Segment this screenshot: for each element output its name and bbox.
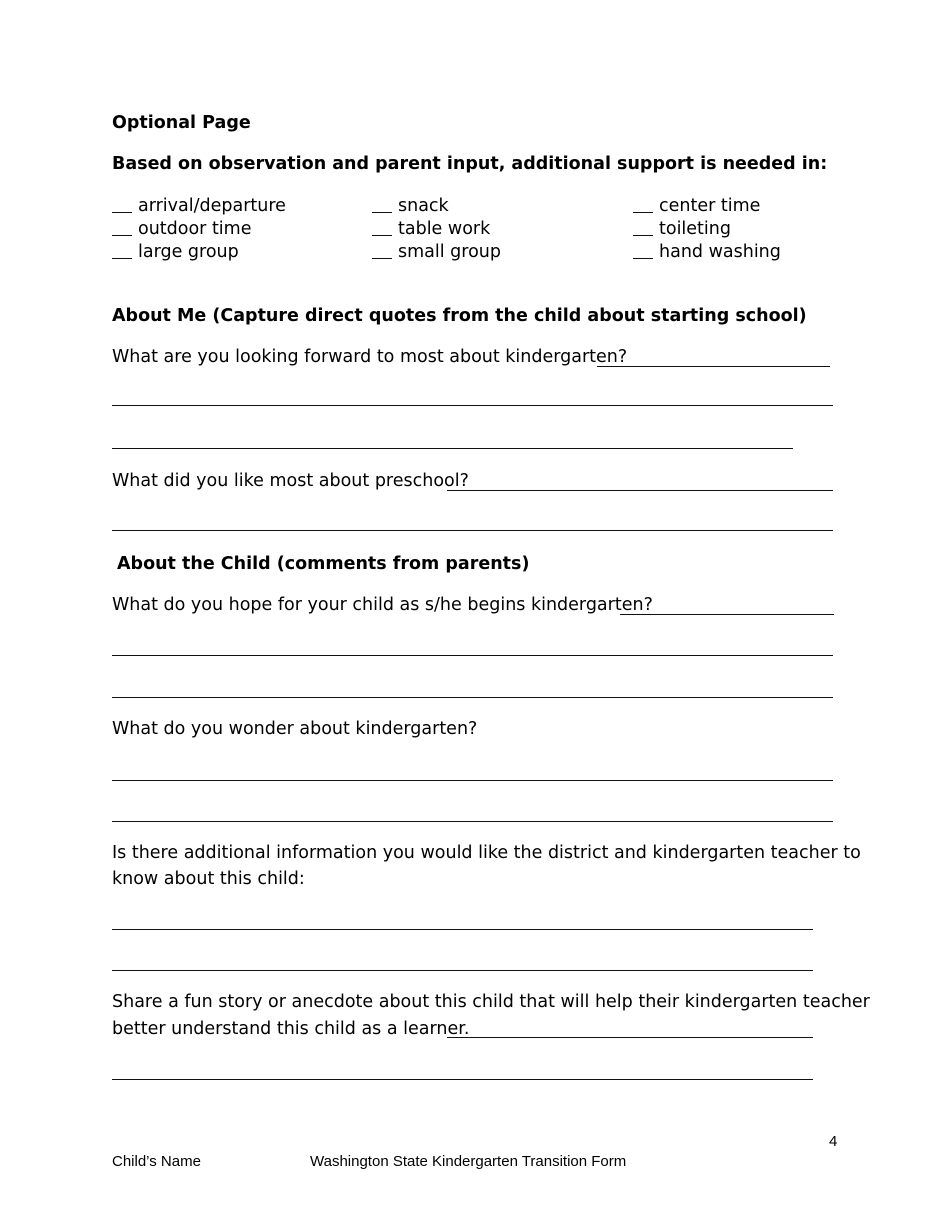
answer-line[interactable] [447, 490, 833, 491]
question-wonder: What do you wonder about kindergarten? [112, 719, 478, 739]
checkbox-option-outdoor-time[interactable] [112, 218, 251, 240]
answer-line[interactable] [620, 614, 834, 615]
option-label: small group [398, 242, 502, 262]
about-child-title: About the Child (comments from parents) [117, 554, 530, 574]
question-liked-preschool: What did you like most about preschool? [112, 471, 469, 491]
question-fun-story-line1: Share a fun story or anecdote about this child that will help their kindergarten teacher [112, 992, 870, 1012]
about-me-title: About Me (Capture direct quotes from the child about starting school) [112, 306, 807, 326]
footer-childs-name: Child’s Name [112, 1153, 201, 1170]
checkbox-blank[interactable] [372, 258, 392, 259]
checkbox-blank[interactable] [633, 258, 653, 259]
answer-line[interactable] [112, 929, 813, 930]
answer-line[interactable] [112, 405, 833, 406]
answer-line[interactable] [112, 697, 833, 698]
option-label: large group [138, 242, 239, 262]
option-label: snack [398, 196, 449, 216]
checkbox-option-toileting[interactable] [633, 218, 731, 240]
answer-line[interactable] [112, 821, 833, 822]
answer-line[interactable] [447, 1037, 813, 1038]
answer-line[interactable] [112, 780, 833, 781]
answer-line[interactable] [112, 530, 833, 531]
checkbox-option-arrival[interactable] [112, 195, 286, 217]
question-looking-forward: What are you looking forward to most about kindergarten? [112, 347, 628, 367]
option-label: arrival/departure [138, 196, 286, 216]
answer-line[interactable] [597, 366, 830, 367]
checkbox-blank[interactable] [633, 235, 653, 236]
option-label: center time [659, 196, 761, 216]
checkbox-option-table-work[interactable] [372, 218, 490, 240]
page-number: 4 [829, 1133, 838, 1150]
option-label: table work [398, 219, 491, 239]
option-label: toileting [659, 219, 731, 239]
page-heading: Optional Page [112, 113, 251, 133]
question-fun-story-line2: better understand this child as a learner. [112, 1019, 470, 1039]
question-additional-info-line1: Is there additional information you would like the district and kindergarten teacher to [112, 843, 861, 863]
checkbox-option-large-group[interactable] [112, 241, 239, 263]
checkbox-blank[interactable] [112, 235, 132, 236]
checkbox-blank[interactable] [372, 212, 392, 213]
answer-line[interactable] [112, 448, 793, 449]
checkbox-blank[interactable] [112, 212, 132, 213]
checkbox-blank[interactable] [112, 258, 132, 259]
footer-form-title: Washington State Kindergarten Transition Form [310, 1153, 627, 1170]
option-label: hand washing [659, 242, 781, 262]
question-hope: What do you hope for your child as s/he begins kindergarten? [112, 595, 653, 615]
answer-line[interactable] [112, 970, 813, 971]
checkbox-option-small-group[interactable] [372, 241, 501, 263]
checkbox-option-snack[interactable] [372, 195, 449, 217]
question-additional-info-line2: know about this child: [112, 869, 305, 889]
option-label: outdoor time [138, 219, 252, 239]
checkbox-blank[interactable] [372, 235, 392, 236]
answer-line[interactable] [112, 655, 833, 656]
support-title: Based on observation and parent input, additional support is needed in: [112, 154, 828, 174]
checkbox-option-hand-washing[interactable] [633, 241, 781, 263]
checkbox-blank[interactable] [633, 212, 653, 213]
checkbox-option-center-time[interactable] [633, 195, 760, 217]
answer-line[interactable] [112, 1079, 813, 1080]
